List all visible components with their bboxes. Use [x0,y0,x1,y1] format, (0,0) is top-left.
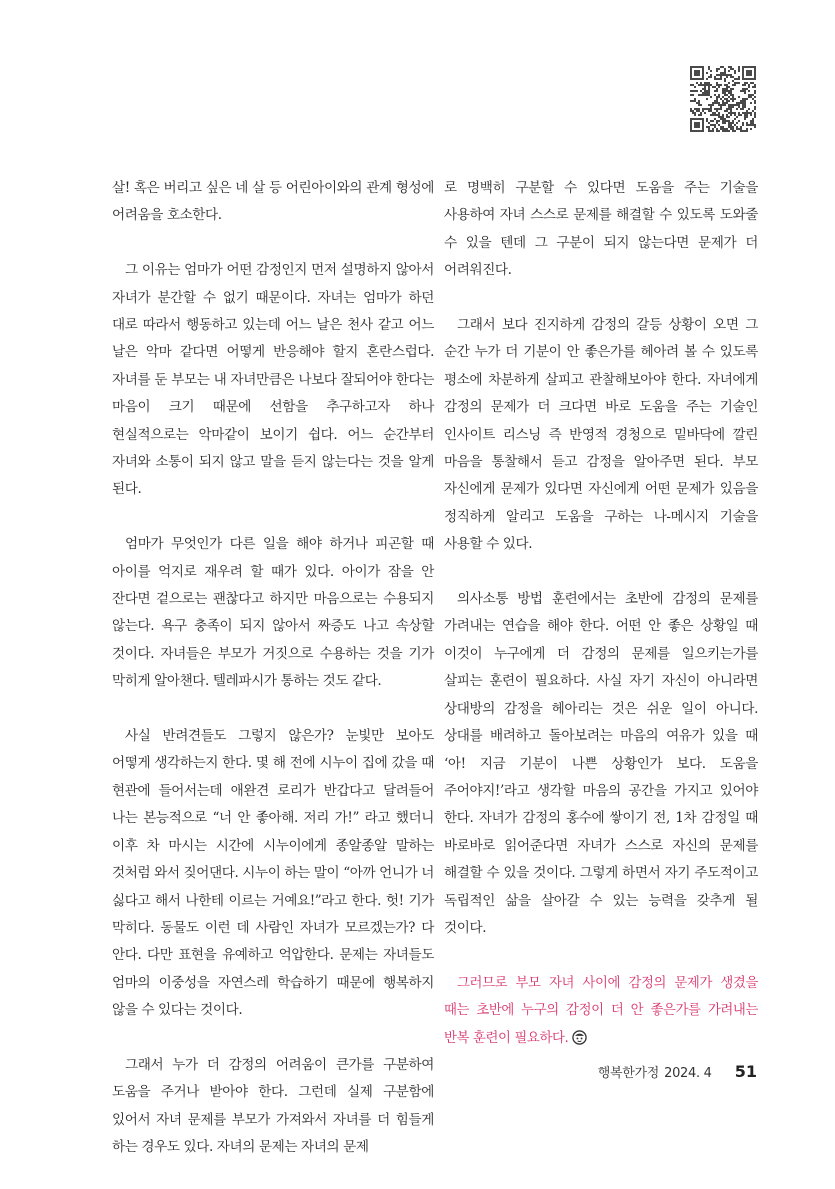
magazine-name: 행복한가정 [597,1066,660,1081]
paragraph: 그래서 누가 더 감정의 어려움이 큰가를 구분하여 도움을 주거나 받아야 한다. 그런데 실제 구분함에 있어서 자녀 문제를 부모가 가져와서 자녀를 더 힘들게 하는 경우도 있다. 자녀의 문제는 자녀의 문제 [112,1056,434,1156]
paragraph: 그래서 보다 진지하게 감정의 갈등 상황이 오면 그 순간 누가 더 기분이 안 좋은가를 헤아려 볼 수 있도록 평소에 차분하게 살피고 관찰해보아야 한다. 자녀에게 감정의 문제가 더 크다면 바로 도움을 주는 기술인 인사이트 리스닝 즉 반영적 경청으로 밑바닥에 깔린 마음을 통찰해서 듣고 감정을 알아주면 된다. 부모 자신에게 문제가 있다면 자신에게 어떤 문제가 있음을 정직하게 알리고 도움을 구하는 나-메시지 기술을 사용할 수 있다. [444,317,758,553]
right-column [444,175,758,1079]
end-mark-icon [572,1030,587,1045]
closing-highlight-text: 그러므로 부모 자녀 사이에 감정의 문제가 생겼을 때는 초반에 누구의 감정이 더 안 좋은가를 가려내는 반복 훈련이 필요하다. [444,975,758,1046]
paragraph: 그 이유는 엄마가 어떤 감정인지 먼저 설명하지 않아서 자녀가 분간할 수 없기 때문이다. 자녀는 엄마가 하던 대로 따라서 행동하고 있는데 어느 날은 천사 같고 어느 날은 악마 같다면 어떻게 반응해야 할지 혼란스럽다. 자녀를 둔 부모는 내 자녀만큼은 나보다 잘되어야 한다는 마음이 크기 때문에 선함을 추구하고자 하나 현실적으로는 악마같이 보이기 쉽다. 어느 순간부터 자녀와 소통이 되지 않고 말을 듣지 않는다는 것을 알게 된다. [112,262,434,498]
paragraph: 의사소통 방법 훈련에서는 초반에 감정의 문제를 가려내는 연습을 해야 한다. 어떤 안 좋은 상황일 때 이것이 누구에게 더 감정의 문제를 일으키는가를 살피는 훈련이 필요하다. 사실 자기 자신이 아니라면 상대방의 감정을 헤아리는 것은 쉬운 일이 아니다. 상대를 배려하고 돌아보려는 마음의 여유가 있을 때 ‘아! 지금 기분이 나쁜 상황인가 보다. 도움을 주어야지!’라고 생각할 마음의 공간을 가지고 있어야 한다. 자녀가 감정의 홍수에 쌓이기 전, 1차 감정일 때 바로바로 읽어준다면 자녀가 스스로 자신의 문제를 해결할 수 있을 것이다. 그렇게 하면서 자기 주도적이고 독립적인 삶을 살아갈 수 있는 능력을 갖추게 될 것이다. [444,591,758,936]
paragraph: 엄마가 무엇인가 다른 일을 해야 하거나 피곤할 때 아이를 억지로 재우려 할 때가 있다. 아이가 잠을 안 잔다면 겉으로는 괜찮다고 하지만 마음으로는 수용되지 않는다. 욕구 충족이 되지 않아서 짜증도 나고 속상할 것이다. 자녀들은 부모가 거짓으로 수용하는 것을 기가 막히게 알아챈다. 텔레파시가 통하는 것도 같다. [112,536,434,690]
paragraph: 살! 혹은 버리고 싶은 네 살 등 어린아이와의 관계 형성에 어려움을 호소한다. [112,180,434,224]
page-footer [598,1062,757,1081]
left-column [112,175,434,1189]
qr-code-icon [690,66,756,132]
issue-date: 2024. 4 [664,1066,712,1081]
closing-highlight [444,970,758,1052]
paragraph: 로 명백히 구분할 수 있다면 도움을 주는 기술을 사용하여 자녀 스스로 문제를 해결할 수 있도록 도와줄 수 있을 텐데 그 구분이 되지 않는다면 문제가 더 어려워진다. [444,180,758,279]
page-number: 51 [734,1062,757,1081]
paragraph: 사실 반려견들도 그렇지 않은가? 눈빛만 보아도 어떻게 생각하는지 한다. 몇 해 전에 시누이 집에 갔을 때 현관에 들어서는데 애완견 로리가 반갑다고 달려들어 나는 본능적으로 “너 안 좋아해. 저리 가!” 라고 했더니 이후 차 마시는 시간에 시누이에게 종알종알 말하는 것처럼 와서 짖어댄다. 시누이 하는 말이 “아까 언니가 너 싫다고 해서 나한테 이르는 거예요!”라고 한다. 헛! 기가 막히다. 동물도 이런 데 사람인 자녀가 모르겠는가? 다 안다. 다만 표현을 유예하고 억압한다. 문제는 자녀들도 엄마의 이중성을 자연스레 학습하기 때문에 행복하지 않을 수 있다는 것이다. [112,728,434,1019]
